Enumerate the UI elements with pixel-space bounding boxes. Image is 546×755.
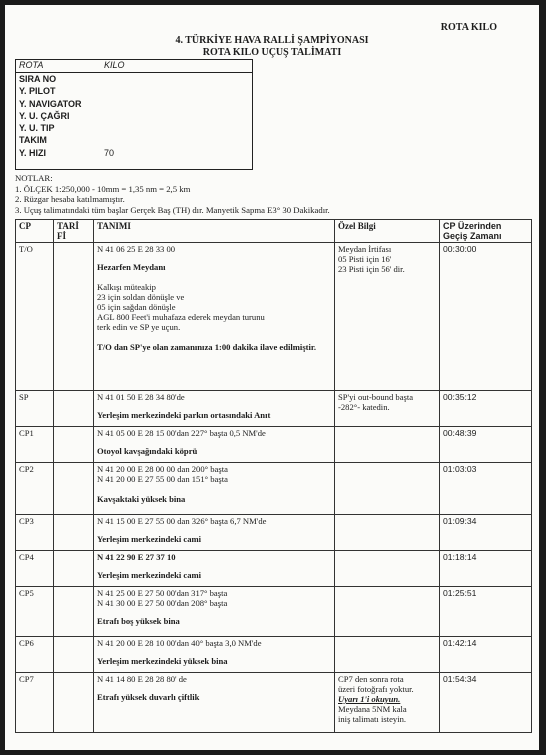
tanim-cell [94,673,335,733]
extra-line: 23 için soldan dönüşle ve [97,292,185,302]
point-name: Etrafı boş yüksek bina [97,616,180,626]
extra-line: Kalkışı müteakip [97,282,156,292]
coordinate: N 41 20 00 E 28 10 00'dan 40° başta 3,0 NM'de [97,638,262,648]
championship-title: 4. TÜRKİYE HAVA RALLİ ŞAMPİYONASI [175,35,369,46]
coordinate-2: N 41 20 00 E 27 55 00 dan 151° başta [97,474,228,484]
cp-cell: CP2 [16,463,54,515]
tanim-cell [94,515,335,551]
info-row-sira-no [16,73,252,85]
cp-cell: CP7 [16,673,54,733]
flight-plan-table [15,219,532,733]
time-cell: 00:30:00 [440,243,532,391]
tanim-cell [94,637,335,673]
point-name: Yerleşim merkezindeki yüksek bina [97,656,228,666]
ozel-line: 23 Pisti için 56' dir. [338,264,405,274]
point-name: Otoyol kavşağındaki köprü [97,446,198,456]
table-row [16,243,532,391]
time-cell: 01:09:34 [440,515,532,551]
table-row [16,673,532,733]
info-row-tip [16,122,252,134]
info-label: Y. PILOT [19,86,56,97]
time-cell: 01:18:14 [440,551,532,587]
cp-cell: CP4 [16,551,54,587]
ozel-cell [335,427,440,463]
coordinate: N 41 25 00 E 27 50 00'dan 317° başta [97,588,228,598]
extra-line: AGL 800 Feet'i muhafaza ederek meydan turunu [97,312,265,322]
tanim-cell [94,551,335,587]
ozel-line: 05 Pisti için 16' [338,254,392,264]
note-item: 3. Uçuş talimatındaki tüm başlar Gerçek Baş (TH) dır. Manyetik Sapma E3° 30 Dakikadır. [15,204,330,215]
header-tarih: TARİ Fİ [54,220,94,243]
coordinate-2: N 41 30 00 E 27 50 00'dan 208° başta [97,598,228,608]
info-row-takim [16,134,252,146]
time-cell: 01:42:14 [440,637,532,673]
coordinate: N 41 15 00 E 27 55 00 dan 326° başta 6,7 NM'de [97,516,267,526]
point-name: Yerleşim merkezindeki parkın ortasındaki Anıt [97,410,271,420]
cp-cell: CP5 [16,587,54,637]
ozel-cell [335,243,440,391]
extra-line: 05 için sağdan dönüşle [97,302,176,312]
ozel-cell [335,587,440,637]
table-row [16,463,532,515]
notes-heading: NOTLAR: [15,173,53,183]
ozel-cell [335,515,440,551]
time-cell: 01:25:51 [440,587,532,637]
point-name: Yerleşim merkezindeki cami [97,534,202,544]
extra-bold-note: T/O dan SP'ye olan zamanınıza 1:00 dakika ilave edilmiştir. [97,342,317,352]
coordinate: N 41 01 50 E 28 34 80'de [97,392,185,402]
header-cp: CP [16,220,54,243]
tanim-cell [94,463,335,515]
instruction-title: ROTA KILO UÇUŞ TALİMATI [202,47,342,58]
ozel-cell [335,463,440,515]
coordinate: N 41 05 00 E 28 15 00'dan 227° başta 0,5 NM'de [97,428,266,438]
extra-line: terk edin ve SP ye uçun. [97,322,181,332]
info-label: Y. U. ÇAĞRI [19,110,70,121]
tarih-cell [54,673,94,733]
note-item: 1. ÖLÇEK 1:250,000 - 10mm = 1,35 nm = 2,5 km [15,183,191,194]
tanim-cell [94,427,335,463]
table-row [16,391,532,427]
tarih-cell [54,551,94,587]
point-name: Yerleşim merkezindeki cami [97,570,202,580]
info-row-hiz [16,147,252,159]
point-name: Kavşaktaki yüksek bina [97,494,186,504]
note-item: 2. Rüzgar hesaba katılmamıştır. [15,194,125,204]
info-box-header [16,60,252,73]
info-row-navigator [16,98,252,110]
document-page [5,5,539,750]
coordinate: N 41 14 80 E 28 28 80' de [97,674,187,684]
tarih-cell [54,391,94,427]
table-row [16,551,532,587]
table-header-row [16,220,532,243]
table-row [16,637,532,673]
tarih-cell [54,427,94,463]
info-label: SIRA NO [19,74,57,84]
table-row [16,515,532,551]
ozel-line: iniş talimatı isteyin. [338,714,407,724]
cp-cell: SP [16,391,54,427]
coordinate: N 41 20 00 E 28 00 00 dan 200° başta [97,464,228,474]
tarih-cell [54,637,94,673]
ozel-line: CP7 den sonra rota [338,674,404,684]
header-ozel: Özel Bilgi [335,220,440,243]
table-row [16,427,532,463]
notes-section [15,173,330,215]
cp-cell: CP1 [16,427,54,463]
info-header-kilo: KILO [104,60,125,70]
route-corner-label: ROTA KILO [440,22,497,33]
crew-info-box [15,59,253,170]
cp-cell: CP3 [16,515,54,551]
info-row-pilot [16,85,252,97]
tarih-cell [54,515,94,551]
tanim-cell [94,587,335,637]
info-header-rota: ROTA [19,60,44,70]
info-row-cagri [16,110,252,122]
tarih-cell [54,463,94,515]
time-cell: 01:54:34 [440,673,532,733]
cp-cell: T/O [16,243,54,391]
tarih-cell [54,587,94,637]
info-value: 70 [104,147,115,158]
ozel-cell [335,637,440,673]
ozel-cell [335,391,440,427]
tanim-cell [94,391,335,427]
ozel-line: -282°- katedin. [338,402,390,412]
ozel-warning: Uyarı 1'i okuyun. [338,694,401,704]
ozel-line: Meydan İrtifası [338,244,392,254]
header-tanim: TANIMI [94,220,335,243]
table-row [16,587,532,637]
header-gecis: CP Üzerinden Geçiş Zamanı [440,220,532,243]
time-cell: 00:48:39 [440,427,532,463]
ozel-line: Meydana 5NM kala [338,704,407,714]
ozel-line: SP'yi out-bound başta [338,392,414,402]
ozel-cell [335,551,440,587]
coordinate: N 41 22 90 E 27 37 10 [97,552,176,562]
tanim-cell [94,243,335,391]
info-label: TAKIM [19,135,47,146]
time-cell: 00:35:12 [440,391,532,427]
info-label: Y. U. TIP [19,123,55,134]
point-name: Hezarfen Meydanı [97,262,166,272]
tarih-cell [54,243,94,391]
cp-cell: CP6 [16,637,54,673]
coordinate: N 41 06 25 E 28 33 00 [97,244,176,254]
info-label: Y. HIZI [19,147,47,158]
ozel-cell [335,673,440,733]
info-label: Y. NAVIGATOR [19,98,82,109]
point-name: Etrafı yüksek duvarlı çiftlik [97,692,200,702]
ozel-line: üzeri fotoğrafı yoktur. [338,684,414,694]
time-cell: 01:03:03 [440,463,532,515]
